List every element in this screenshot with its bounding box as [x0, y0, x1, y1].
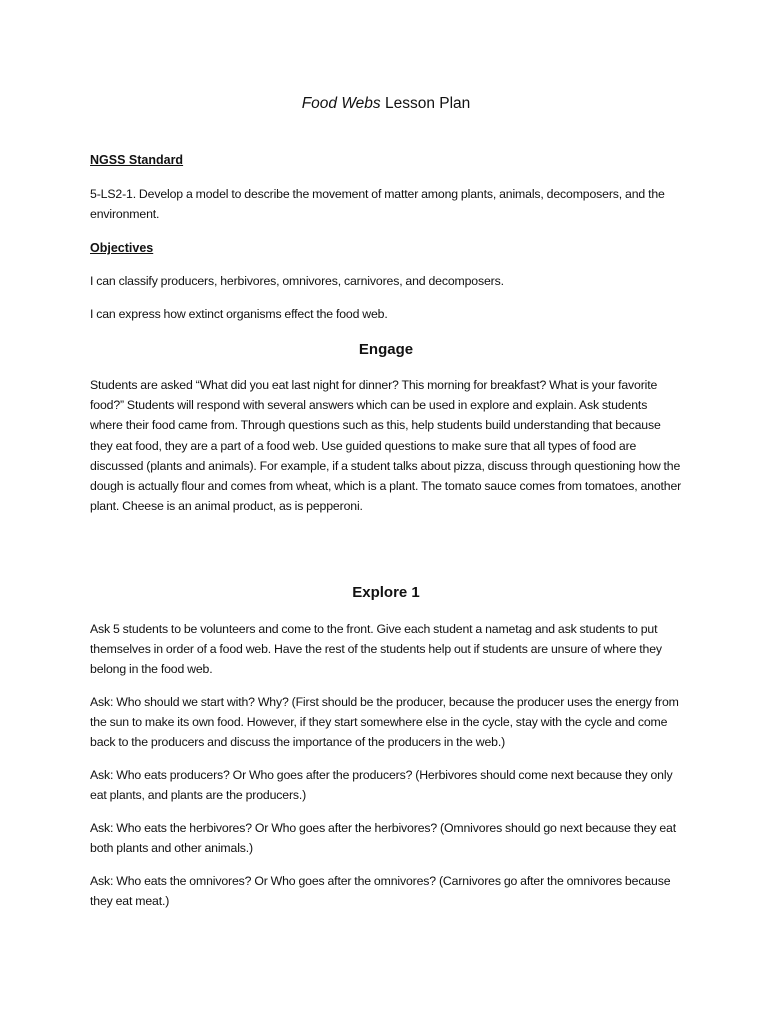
page-title	[90, 94, 682, 114]
engage-text: Students are asked “What did you eat last night for dinner? This morning for breakfast? What is your favorite food?” Students will respond with several answers which can be used in explore and explain. Ask students where their food came from. Through questions such as this, help students build understanding that because they eat food, they are a part of a food web. Use guided questions to make sure that all types of food are discussed (plants and animals). For example, if a student talks about pizza, discuss through questioning how the dough is actually flour and comes from wheat, which is a plant. The tomato sauce comes from tomatoes, another plant. Cheese is an animal product, as is pepperoni.	[90, 378, 682, 514]
objective-item: I can express how extinct organisms effect the food web.	[90, 307, 388, 321]
title-rest: Lesson Plan	[380, 95, 471, 112]
explore1-heading: Explore 1	[352, 584, 420, 601]
explore1-paragraph: Ask: Who eats producers? Or Who goes after the producers? (Herbivores should come next because they only eat plants, and plants are the producers.)	[90, 768, 673, 803]
objective-item: I can classify producers, herbivores, omnivores, carnivores, and decomposers.	[90, 274, 504, 288]
ngss-text: 5-LS2-1. Develop a model to describe the movement of matter among plants, animals, decomposers, and the environment.	[90, 187, 665, 222]
explore1-paragraph: Ask: Who eats the omnivores? Or Who goes after the omnivores? (Carnivores go after the omnivores because they eat meat.)	[90, 874, 671, 909]
explore1-paragraph: Ask: Who eats the herbivores? Or Who goes after the herbivores? (Omnivores should go next because they eat both plants and other animals.)	[90, 821, 676, 856]
ngss-heading: NGSS Standard	[90, 153, 184, 167]
engage-heading: Engage	[358, 341, 414, 358]
explore1-paragraph: Ask: Who should we start with? Why? (First should be the producer, because the producer uses the energy from the sun to make its own food. However, if they start somewhere else in the cycle, stay with the cycle and come back to the producers and discuss the importance of the producers in the web.)	[90, 695, 679, 750]
explore1-paragraph: Ask 5 students to be volunteers and come to the front. Give each student a nametag and ask students to put themselves in order of a food web. Have the rest of the students help out if students are unsure of where they belong in the food web.	[90, 622, 662, 677]
objectives-heading: Objectives	[90, 241, 154, 255]
title-italic: Food Webs	[301, 95, 381, 112]
